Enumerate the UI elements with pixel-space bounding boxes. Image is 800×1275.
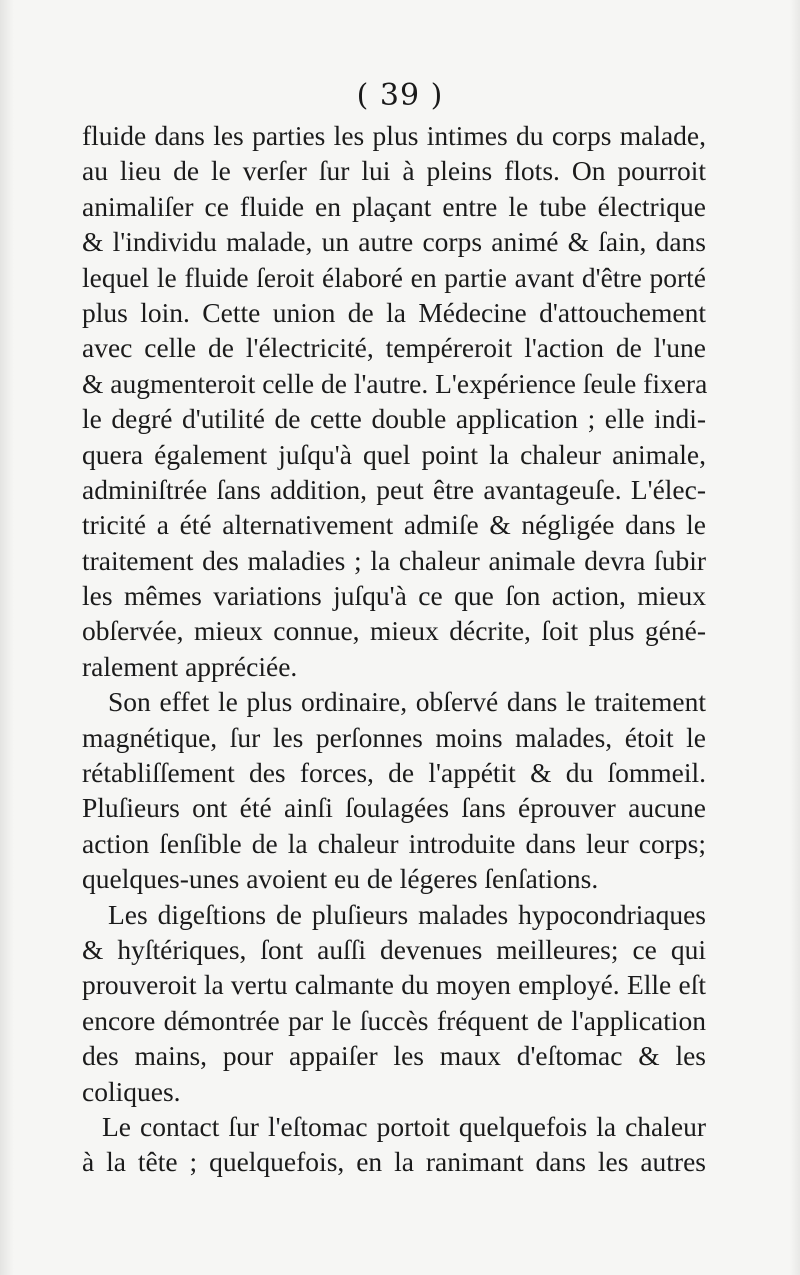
text-line: au lieu de le verſer ſur lui à pleins flots. On pourroit [82, 155, 706, 187]
text-line: traitement des maladies ; la chaleur animale devra ſubir [82, 544, 706, 576]
text-line: prouveroit la vertu calmante du moyen employé. Elle eſt [82, 969, 706, 1001]
text-line: des mains, pour appaiſer les maux d'eſtomac & les [82, 1040, 706, 1072]
text-line: à la tête ; quelquefois, en la ranimant dans les autres [82, 1146, 706, 1178]
text-line: avec celle de l'électricité, tempéreroit l'action de l'une [82, 332, 706, 364]
text-line: coliques. [82, 1075, 181, 1107]
text-line: action ſenſible de la chaleur introduite dans leur corps; [82, 827, 706, 859]
page-left-edge [0, 0, 14, 1275]
paragraph-start-line: Les digeſtions de pluſieurs malades hypocondriaques [108, 898, 706, 930]
text-line: ralement appréciée. [82, 650, 298, 682]
text-line: plus loin. Cette union de la Médecine d'attouchement [82, 296, 706, 328]
text-line: & l'individu malade, un autre corps animé & ſain, dans [82, 226, 706, 258]
text-line: les mêmes variations juſqu'à ce que ſon action, mieux [82, 580, 706, 612]
text-line: magnétique, ſur les perſonnes moins malades, étoit le [82, 721, 706, 753]
text-line: fluide dans les parties les plus intimes du corps malade, [82, 120, 706, 151]
text-line: & hyſtériques, ſont auſſi devenues meilleures; ce qui [82, 933, 706, 965]
text-line: rétabliſſement des forces, de l'appétit & du ſommeil. [82, 757, 706, 789]
text-line: & augmenteroit celle de l'autre. L'expérience ſeule fixera [82, 367, 708, 399]
paragraph-start-line: Le contact ſur l'eſtomac portoit quelquefois la chaleur [102, 1110, 706, 1142]
text-line: Pluſieurs ont été ainſi ſoulagées ſans éprouver aucune [82, 792, 706, 824]
text-line: tricité a été alternativement admiſe & négligée dans le [82, 509, 706, 541]
page-number: ( 39 ) [356, 78, 444, 113]
body-text [82, 118, 706, 1180]
text-line: obſervée, mieux connue, mieux décrite, ſoit plus géné- [82, 615, 706, 647]
text-line: le degré d'utilité de cette double application ; elle indi- [82, 403, 706, 435]
text-line: lequel le fluide ſeroit élaboré en partie avant d'être porté [82, 261, 706, 293]
text-line: animaliſer ce fluide en plaçant entre le tube électrique [82, 190, 706, 222]
text-line: quera également juſqu'à quel point la chaleur animale, [82, 438, 706, 470]
text-line: quelques-unes avoient eu de légeres ſenſations. [82, 863, 599, 895]
text-line: encore démontrée par le ſuccès fréquent de l'application [82, 1004, 706, 1036]
text-line: adminiſtrée ſans addition, peut être avantageuſe. L'élec- [82, 473, 706, 505]
paragraph-start-line: Son effet le plus ordinaire, obſervé dans le traitement [108, 686, 706, 718]
page-right-edge [790, 0, 800, 1275]
